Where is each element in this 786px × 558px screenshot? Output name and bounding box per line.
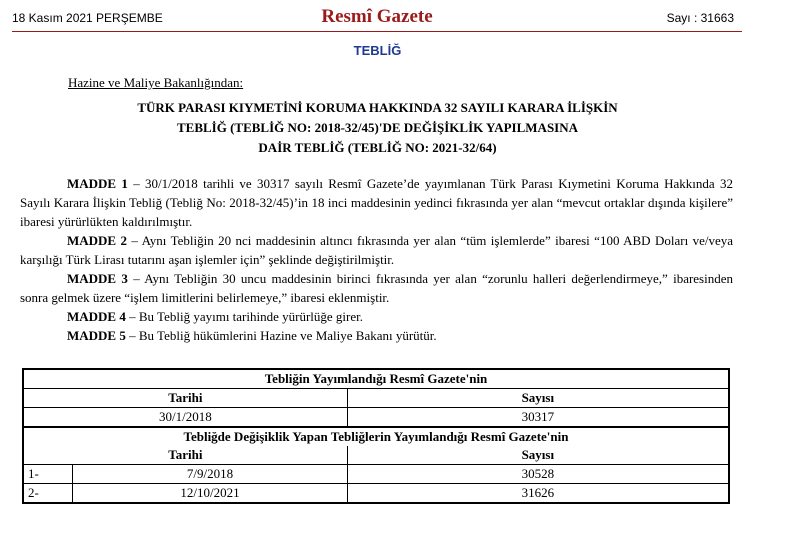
article-text: – Bu Tebliğ hükümlerini Hazine ve Maliye Bakanı yürütür. <box>125 328 437 343</box>
communique-body <box>20 174 733 345</box>
row-index: 1- <box>23 465 73 484</box>
article-1 <box>20 174 733 231</box>
publication-date: 18 Kasım 2021 PERŞEMBE <box>12 11 163 25</box>
article-label: MADDE 1 <box>67 176 128 191</box>
amendments-heading: Tebliğde Değişiklik Yapan Tebliğlerin Yayımlandığı Resmî Gazete'nin <box>23 427 729 446</box>
column-number-header: Sayısı <box>347 389 729 408</box>
title-line-3: DAİR TEBLİĞ (TEBLİĞ NO: 2021-32/64) <box>258 140 497 155</box>
article-label: MADDE 5 <box>67 328 126 343</box>
table-row <box>23 408 729 428</box>
article-2 <box>20 231 733 269</box>
row-index: 2- <box>23 484 73 504</box>
article-3 <box>20 269 733 307</box>
header-divider <box>12 31 742 32</box>
title-line-1: TÜRK PARASI KIYMETİNİ KORUMA HAKKINDA 32 SAYILI KARARA İLİŞKİN <box>137 100 618 115</box>
article-label: MADDE 2 <box>67 233 128 248</box>
table-heading-row <box>23 427 729 446</box>
column-date-header: Tarihi <box>23 446 347 465</box>
column-number-header: Sayısı <box>347 446 729 465</box>
gazette-header <box>12 6 742 30</box>
article-4 <box>20 307 733 326</box>
original-heading: Tebliğin Yayımlandığı Resmî Gazete'nin <box>23 369 729 389</box>
amendment-date: 7/9/2018 <box>73 465 347 484</box>
table-header-row <box>23 446 729 465</box>
table-row <box>23 484 729 504</box>
table-heading-row <box>23 369 729 389</box>
table-row <box>23 465 729 484</box>
article-label: MADDE 3 <box>67 271 128 286</box>
gazette-name: Resmî Gazete <box>321 6 433 27</box>
article-5 <box>20 326 733 345</box>
communique-title <box>0 98 755 158</box>
article-text: – Aynı Tebliğin 20 nci maddesinin altıncı fıkrasında yer alan “tüm işlemlerde” ibaresi “100 ABD Doları ve/veya karşılığı Türk Lirası tutarını aşan işlemler için” şeklinde değiştirilmiştir. <box>20 233 733 267</box>
article-text: – 30/1/2018 tarihli ve 30317 sayılı Resmî Gazete’de yayımlanan Türk Parası Kıymetini Koruma Hakkında 32 Sayılı Karara İlişkin Tebliğ (Tebliğ No: 2018-32/45)’in 18 inci maddesinin yedinci fıkrasında yer alan “mevcut ortaklar dışında kişilere” ibaresi yürürlükten kaldırılmıştır. <box>20 176 733 229</box>
issuing-authority: Hazine ve Maliye Bakanlığından: <box>68 75 244 90</box>
section-title: TEBLİĞ <box>353 43 402 58</box>
original-number: 30317 <box>347 408 729 428</box>
issue-number: Sayı : 31663 <box>666 11 734 25</box>
amendment-number: 31626 <box>347 484 729 504</box>
article-text: – Aynı Tebliğin 30 uncu maddesinin birinci fıkrasında yer alan “zorunlu halleri değerlendirmeye,” ibaresinden sonra gelmek üzere “işlem limitlerini belirlemeye,” ibaresi eklenmiştir. <box>20 271 734 305</box>
column-date-header: Tarihi <box>23 389 347 408</box>
article-text: – Bu Tebliğ yayımı tarihinde yürürlüğe girer. <box>125 309 363 324</box>
original-date: 30/1/2018 <box>23 408 347 428</box>
table-header-row <box>23 389 729 408</box>
title-line-2: TEBLİĞ (TEBLİĞ NO: 2018-32/45)'DE DEĞİŞİKLİK YAPILMASINA <box>176 120 579 135</box>
publication-history-table <box>22 368 730 504</box>
article-label: MADDE 4 <box>67 309 126 324</box>
amendment-date: 12/10/2021 <box>73 484 347 504</box>
amendment-number: 30528 <box>347 465 729 484</box>
